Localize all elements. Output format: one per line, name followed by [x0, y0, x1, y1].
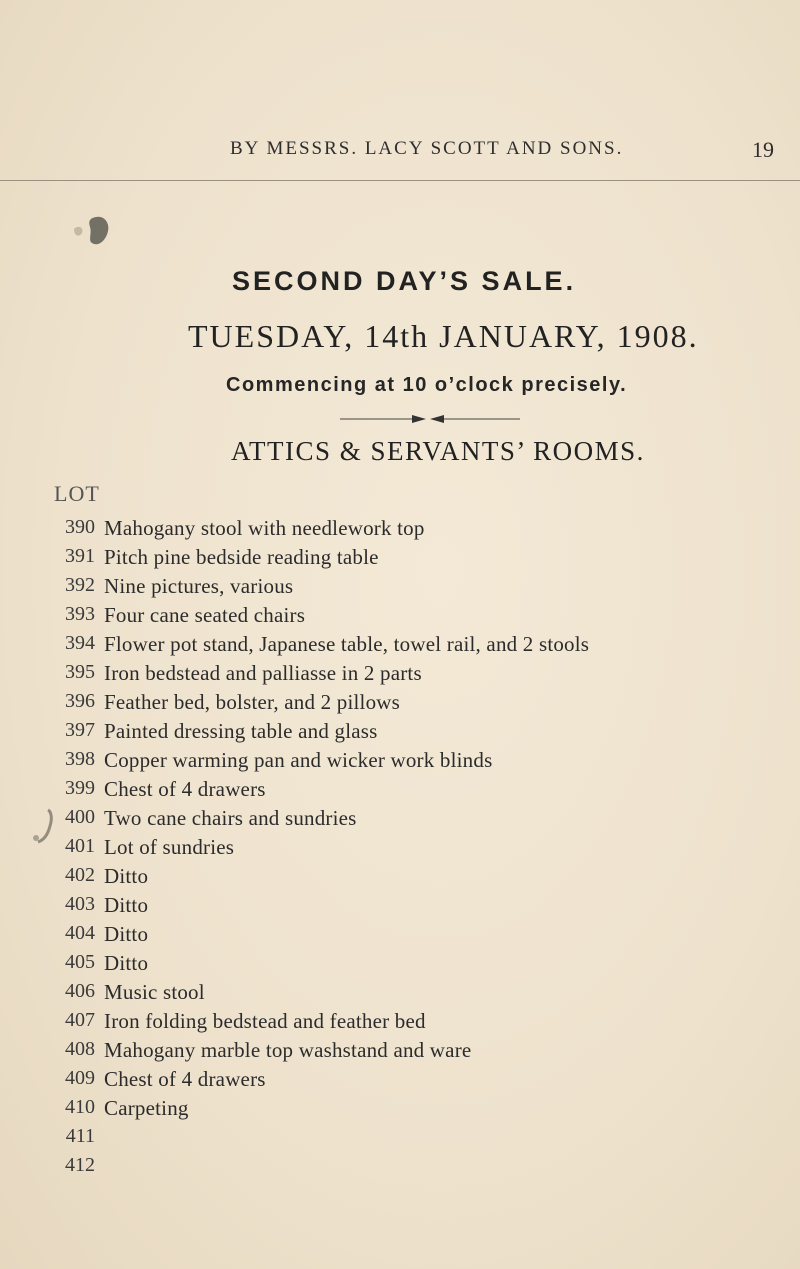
lot-number: 394	[65, 632, 95, 654]
lot-number: 403	[65, 893, 95, 915]
lot-number: 392	[65, 574, 95, 596]
lot-row	[0, 864, 800, 893]
lot-description: Ditto	[104, 951, 149, 975]
lot-number: 402	[65, 864, 95, 886]
lot-number: 412	[65, 1154, 95, 1176]
lot-row	[0, 661, 800, 690]
lot-column-heading: LOT	[54, 481, 100, 506]
lot-row	[0, 1038, 800, 1067]
lot-number: 397	[65, 719, 95, 741]
lot-description: Two cane chairs and sundries	[104, 806, 357, 830]
lot-number: 408	[65, 1038, 95, 1060]
lot-description: Music stool	[104, 980, 205, 1004]
lot-description: Feather bed, bolster, and 2 pillows	[104, 690, 401, 714]
lot-number: 393	[65, 603, 95, 625]
ink-blot-mark	[66, 213, 112, 249]
running-head: BY MESSRS. LACY SCOTT AND SONS.	[230, 138, 624, 159]
lot-number: 406	[65, 980, 95, 1002]
lot-row	[0, 603, 800, 632]
lot-row	[0, 1154, 800, 1183]
ornamental-divider	[340, 413, 520, 425]
section-heading: ATTICS & SERVANTS’ ROOMS.	[231, 436, 645, 466]
lot-number: 404	[65, 922, 95, 944]
lot-row	[0, 806, 800, 835]
lot-number: 401	[65, 835, 95, 857]
lot-description: Mahogany stool with needlework top	[104, 516, 425, 540]
lot-number: 407	[65, 1009, 95, 1031]
lot-description: Pitch pine bedside reading table	[104, 545, 379, 569]
lot-description: Iron bedstead and palliasse in 2 parts	[104, 661, 422, 685]
lot-number: 410	[65, 1096, 95, 1118]
lot-number: 400	[65, 806, 95, 828]
lot-row	[0, 719, 800, 748]
lot-row	[0, 690, 800, 719]
lot-number: 396	[65, 690, 95, 712]
lot-row	[0, 632, 800, 661]
lot-description: Carpeting	[104, 1096, 189, 1120]
lot-number: 390	[65, 516, 95, 538]
lot-description: Iron folding bedstead and feather bed	[104, 1009, 426, 1033]
lot-row	[0, 545, 800, 574]
sale-date: TUESDAY, 14th JANUARY, 1908.	[188, 318, 699, 354]
lot-row	[0, 980, 800, 1009]
lot-row	[0, 835, 800, 864]
lot-description: Chest of 4 drawers	[104, 777, 266, 801]
lot-description: Chest of 4 drawers	[104, 1067, 266, 1091]
lot-row	[0, 922, 800, 951]
lot-description: Copper warming pan and wicker work blinds	[104, 748, 493, 772]
lot-description: Lot of sundries	[104, 835, 235, 859]
lot-number: 395	[65, 661, 95, 683]
lot-description: Flower pot stand, Japanese table, towel rail, and 2 stools	[104, 632, 590, 656]
lot-description: Nine pictures, various	[104, 574, 294, 598]
lot-number: 399	[65, 777, 95, 799]
lot-row	[0, 777, 800, 806]
lot-row	[0, 1067, 800, 1096]
lot-number: 409	[65, 1067, 95, 1089]
lot-number: 391	[65, 545, 95, 567]
lot-description: Four cane seated chairs	[104, 603, 306, 627]
header-rule	[0, 180, 800, 181]
lot-description: Ditto	[104, 893, 149, 917]
lot-description: Ditto	[104, 922, 149, 946]
lot-row	[0, 516, 800, 545]
start-time-note: Commencing at 10 o’clock precisely.	[226, 374, 628, 396]
sale-title: SECOND DAY’S SALE.	[232, 266, 577, 296]
lot-description: Painted dressing table and glass	[104, 719, 378, 743]
lot-description: Mahogany marble top washstand and ware	[104, 1038, 472, 1062]
lot-row	[0, 1096, 800, 1125]
lot-description: Ditto	[104, 864, 149, 888]
lot-row	[0, 893, 800, 922]
lot-number: 405	[65, 951, 95, 973]
lot-number: 398	[65, 748, 95, 770]
page-number: 19	[752, 137, 774, 162]
lot-row	[0, 748, 800, 777]
lot-row	[0, 1009, 800, 1038]
lot-row	[0, 574, 800, 603]
lot-row	[0, 1125, 800, 1154]
lot-row	[0, 951, 800, 980]
lot-number: 411	[65, 1125, 95, 1147]
